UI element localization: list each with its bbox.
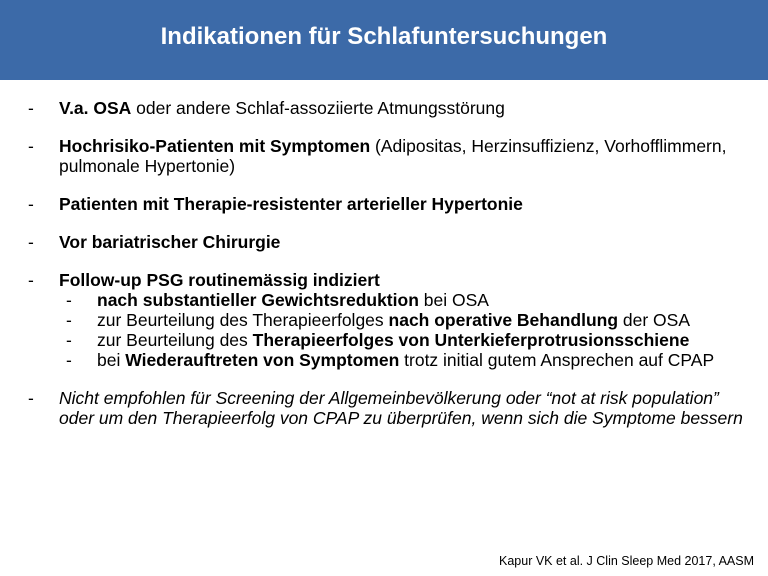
- bullet-dash: -: [28, 388, 34, 408]
- sub-item-text: [97, 350, 748, 370]
- bullet-dash: -: [66, 350, 72, 370]
- bold-text: Hochrisiko-Patienten mit Symptomen: [59, 136, 371, 156]
- sub-item-recurrence: [66, 350, 748, 370]
- bold-text: Patienten mit Therapie-resistenter arterieller Hypertonie: [59, 194, 523, 214]
- normal-text: zur Beurteilung des Therapieerfolges: [97, 310, 389, 330]
- follow-up-sublist: [66, 290, 748, 370]
- indication-list: [28, 98, 748, 428]
- list-item-text: Nicht empfohlen für Screening der Allgemeinbevölkerung oder “not at risk population” oder um den Therapieerfolg von CPAP zu überprüfen, wenn sich die Symptome bessern: [59, 388, 743, 428]
- normal-text: zur Beurteilung des: [97, 330, 253, 350]
- list-item-hypertension: [28, 194, 748, 214]
- bullet-dash: -: [66, 310, 72, 330]
- list-item-text: [59, 98, 748, 118]
- list-item-follow-up: [28, 270, 748, 290]
- list-item-text: [59, 194, 748, 214]
- sub-item-weight-loss: [66, 290, 748, 310]
- list-item-text: [59, 232, 748, 252]
- list-item-text: [59, 270, 748, 290]
- normal-text: bei: [97, 350, 126, 370]
- citation: Kapur VK et al. J Clin Sleep Med 2017, AASM: [499, 554, 754, 568]
- list-item-not-recommended: [28, 388, 748, 428]
- sub-item-text: [97, 290, 748, 310]
- bullet-dash: -: [28, 136, 34, 156]
- bullet-dash: -: [28, 270, 34, 290]
- bold-text: Vor bariatrischer Chirurgie: [59, 232, 281, 252]
- bullet-dash: -: [66, 330, 72, 350]
- normal-text: der OSA: [618, 310, 690, 330]
- sub-item-text: [97, 330, 748, 350]
- slide-header: [0, 0, 768, 80]
- normal-text: trotz initial gutem Ansprechen auf CPAP: [399, 350, 715, 370]
- sub-item-splint: [66, 330, 748, 350]
- bold-text: Wiederauftreten von Symptomen: [125, 350, 400, 370]
- bullet-dash: -: [28, 194, 34, 214]
- normal-text: bei OSA: [418, 290, 489, 310]
- list-item-text: [59, 136, 748, 176]
- bold-text: Therapieerfolges von Unterkieferprotrusionsschiene: [252, 330, 690, 350]
- slide-title: Indikationen für Schlafuntersuchungen: [160, 23, 608, 50]
- sub-item-surgery: [66, 310, 748, 330]
- bold-text: Follow-up PSG routinemässig indiziert: [59, 270, 380, 290]
- bold-text: nach substantieller Gewichtsreduktion: [97, 290, 419, 310]
- bold-text: V.a. OSA: [59, 98, 132, 118]
- sub-item-text: [97, 310, 748, 330]
- bullet-dash: -: [28, 98, 34, 118]
- list-item-high-risk: [28, 136, 748, 176]
- normal-text: (Adipositas, Herzinsuffizienz, Vorhofflimmern, pulmonale Hypertonie): [59, 136, 727, 176]
- list-item-osa: [28, 98, 748, 118]
- bold-text: nach operative Behandlung: [388, 310, 619, 330]
- normal-text: oder andere Schlaf-assoziierte Atmungsstörung: [131, 98, 505, 118]
- list-item-bariatric: [28, 232, 748, 252]
- bullet-dash: -: [66, 290, 72, 310]
- bullet-dash: -: [28, 232, 34, 252]
